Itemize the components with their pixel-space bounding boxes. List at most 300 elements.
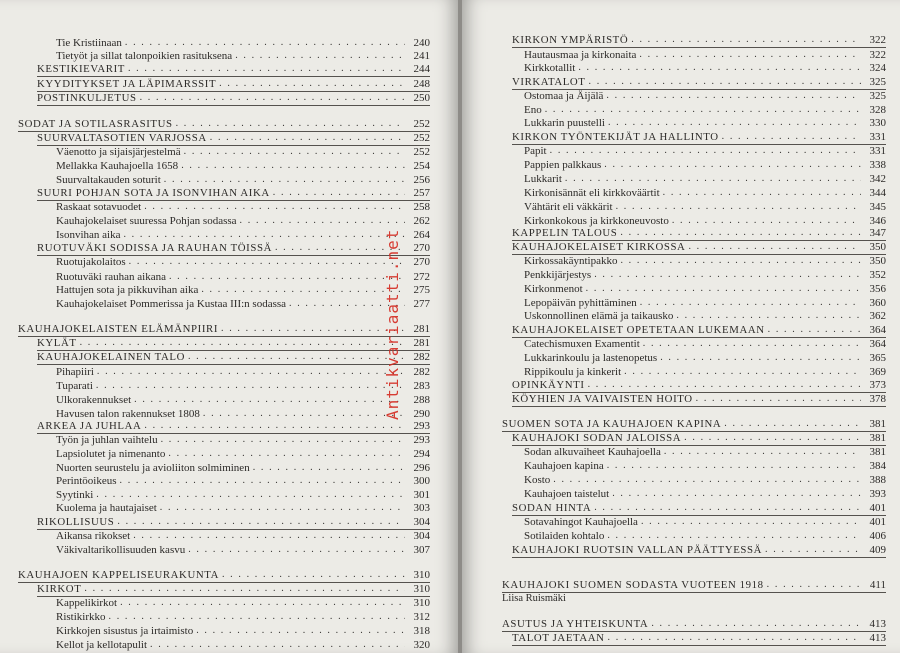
toc-entry-title: Penkkijärjestys <box>524 269 592 281</box>
dot-leader <box>624 365 861 379</box>
toc-entry <box>37 515 430 530</box>
toc-entry <box>56 447 430 461</box>
toc-entry <box>524 309 886 323</box>
dot-leader <box>545 103 861 117</box>
toc-entry-title: Tietyöt ja sillat talonpoikien rasituksena <box>56 50 233 62</box>
toc-entry <box>502 617 886 632</box>
toc-entry <box>56 488 430 502</box>
toc-entry <box>56 624 430 638</box>
toc-entry-title: Väenotto ja sijaisjärjestelmä <box>56 146 181 158</box>
toc-entry-page-number: 369 <box>869 366 886 378</box>
toc-entry-page-number: 331 <box>869 145 886 157</box>
toc-entry <box>512 543 886 558</box>
toc-entry-title: Perintöoikeus <box>56 475 117 487</box>
toc-entry-title: ARKEA JA JUHLAA <box>37 420 142 432</box>
toc-entry-title: OPINKÄYNTI <box>512 379 585 391</box>
toc-entry-title: Kirkonmenot <box>524 283 583 295</box>
dot-leader <box>604 158 861 172</box>
toc-entry-title: SODAT JA SOTILASRASITUS <box>18 118 173 130</box>
toc-entry <box>524 282 886 296</box>
dot-leader <box>240 214 405 228</box>
toc-entry-page-number: 248 <box>413 78 430 90</box>
toc-entry <box>524 337 886 351</box>
toc-entry <box>56 529 430 543</box>
toc-entry-page-number: 352 <box>869 269 886 281</box>
toc-entry-title: RUOTUVÄKI SODISSA JA RAUHAN TÖISSÄ <box>37 242 272 254</box>
toc-entry-page-number: 381 <box>869 446 886 458</box>
toc-entry-page-number: 275 <box>413 284 430 296</box>
dot-leader <box>196 624 405 638</box>
toc-entry-page-number: 290 <box>413 408 430 420</box>
toc-entry <box>512 75 886 90</box>
toc-entry <box>524 103 886 117</box>
toc-entry-page-number: 364 <box>869 324 886 336</box>
toc-entry-page-number: 282 <box>413 366 430 378</box>
toc-entry <box>512 431 886 446</box>
dot-leader <box>125 36 405 50</box>
toc-entry-page-number: 244 <box>413 63 430 75</box>
toc-entry <box>524 515 886 529</box>
toc-entry <box>512 378 886 393</box>
dot-leader <box>589 75 861 89</box>
toc-entry-title: SUURVALTASOTIEN VARJOSSA <box>37 132 207 144</box>
toc-entry <box>524 89 886 103</box>
toc-entry-page-number: 257 <box>413 187 430 199</box>
toc-entry-title: VIRKATALOT <box>512 76 586 88</box>
toc-entry-page-number: 381 <box>869 432 886 444</box>
dot-leader <box>768 323 861 337</box>
toc-entry <box>56 501 430 515</box>
toc-entry <box>524 61 886 75</box>
dot-leader <box>594 501 861 515</box>
dot-leader <box>109 610 405 624</box>
toc-entry-title: Papit <box>524 145 547 157</box>
toc-entry-page-number: 303 <box>413 502 430 514</box>
toc-entry-page-number: 312 <box>413 611 430 623</box>
toc-entry <box>524 186 886 200</box>
toc-entry-title: Catechismuxen Examentit <box>524 338 640 350</box>
toc-entry <box>512 130 886 145</box>
toc-entry-page-number: 331 <box>869 131 886 143</box>
toc-entry-page-number: 373 <box>869 379 886 391</box>
dot-leader <box>640 296 861 310</box>
toc-entry-page-number: 282 <box>413 351 430 363</box>
toc-entry-title: Hattujen sota ja pikkuvihan aika <box>56 284 199 296</box>
dot-leader <box>123 228 405 242</box>
toc-entry-page-number: 252 <box>413 146 430 158</box>
toc-entry <box>56 255 430 269</box>
dot-leader <box>133 529 405 543</box>
dot-leader <box>643 337 861 351</box>
toc-entry-title: Pappien palkkaus <box>524 159 602 171</box>
toc-entry-title: Havusen talon rakennukset 1808 <box>56 408 200 420</box>
toc-entry-page-number: 401 <box>869 502 886 514</box>
dot-leader <box>84 582 405 596</box>
toc-entry-page-number: 256 <box>413 174 430 186</box>
toc-entry <box>37 336 430 351</box>
toc-entry-title: Sotavahingot Kauhajoella <box>524 516 638 528</box>
toc-entry-page-number: 342 <box>869 173 886 185</box>
dot-leader <box>664 445 861 459</box>
toc-entry <box>37 91 430 106</box>
section-author: Liisa Ruismäki <box>502 593 566 604</box>
dot-leader <box>767 578 861 592</box>
toc-entry-title: Kuolema ja hautajaiset <box>56 502 157 514</box>
toc-entry <box>56 228 430 242</box>
toc-entry-page-number: 322 <box>869 34 886 46</box>
toc-entry <box>524 144 886 158</box>
toc-entry-page-number: 320 <box>413 639 430 651</box>
dot-leader <box>676 309 861 323</box>
toc-entry-title: Vähtärit eli väkkärit <box>524 201 613 213</box>
toc-entry-page-number: 393 <box>869 488 886 500</box>
toc-entry-title: Sodan alkuvaiheet Kauhajoella <box>524 446 661 458</box>
toc-entry-title: ASUTUS JA YHTEISKUNTA <box>502 618 649 630</box>
toc-entry-page-number: 304 <box>413 516 430 528</box>
toc-entry-page-number: 350 <box>869 255 886 267</box>
dot-leader <box>144 200 405 214</box>
toc-entry-page-number: 325 <box>869 90 886 102</box>
toc-entry-title: KÖYHIEN JA VAIVAISTEN HOITO <box>512 393 693 405</box>
toc-entry-title: Tie Kristiinaan <box>56 37 122 49</box>
dot-leader <box>696 392 861 406</box>
toc-entry-page-number: 262 <box>413 215 430 227</box>
toc-entry-page-number: 406 <box>869 530 886 542</box>
dot-leader <box>765 543 861 557</box>
toc-entry <box>502 578 886 593</box>
dot-leader <box>96 379 405 393</box>
toc-entry-page-number: 293 <box>413 434 430 446</box>
toc-entry-page-number: 381 <box>869 418 886 430</box>
toc-entry-page-number: 241 <box>413 50 430 62</box>
toc-entry-title: Väkivaltarikollisuuden kasvu <box>56 544 186 556</box>
dot-leader <box>253 461 405 475</box>
toc-entry <box>37 62 430 77</box>
toc-entry-page-number: 318 <box>413 625 430 637</box>
toc-entry-title: Ulkorakennukset <box>56 394 132 406</box>
toc-entry-page-number: 338 <box>869 159 886 171</box>
toc-entry-page-number: 294 <box>413 448 430 460</box>
toc-entry <box>56 159 430 173</box>
dot-leader <box>578 61 861 75</box>
dot-leader <box>620 254 861 268</box>
toc-entry-page-number: 272 <box>413 271 430 283</box>
toc-entry-page-number: 281 <box>413 337 430 349</box>
toc-entry-page-number: 325 <box>869 76 886 88</box>
toc-entry-page-number: 409 <box>869 544 886 556</box>
toc-entry <box>524 268 886 282</box>
toc-entry-title: Kappelikirkot <box>56 597 118 609</box>
toc-entry <box>37 582 430 597</box>
toc-entry-title: KAUHAJOKI RUOTSIN VALLAN PÄÄTTYESSÄ <box>512 544 763 556</box>
dot-leader <box>639 48 861 62</box>
dot-leader <box>616 200 861 214</box>
dot-leader <box>612 487 861 501</box>
toc-entry-page-number: 264 <box>413 229 430 241</box>
toc-entry-page-number: 270 <box>413 242 430 254</box>
toc-entry-title: Kirkonkokous ja kirkkoneuvosto <box>524 215 669 227</box>
toc-entry-title: KIRKOT <box>37 583 82 595</box>
toc-entry-page-number: 307 <box>413 544 430 556</box>
dot-leader <box>188 543 405 557</box>
toc-entry <box>524 473 886 487</box>
toc-entry-page-number: 365 <box>869 352 886 364</box>
toc-entry-page-number: 254 <box>413 160 430 172</box>
dot-leader <box>722 130 861 144</box>
toc-entry-page-number: 384 <box>869 460 886 472</box>
toc-entry-page-number: 378 <box>869 393 886 405</box>
toc-entry <box>56 270 430 284</box>
toc-entry <box>56 145 430 159</box>
dot-leader <box>631 33 861 47</box>
toc-entry-page-number: 252 <box>413 118 430 130</box>
toc-entry <box>37 419 430 434</box>
toc-entry <box>524 48 886 62</box>
toc-entry-title: SUOMEN SOTA JA KAUHAJOEN KAPINA <box>502 418 722 430</box>
dot-leader <box>663 186 861 200</box>
toc-entry-page-number: 345 <box>869 201 886 213</box>
toc-entry-page-number: 413 <box>869 632 886 644</box>
toc-entry <box>56 297 430 311</box>
toc-entry-page-number: 300 <box>413 475 430 487</box>
toc-entry-page-number: 356 <box>869 283 886 295</box>
toc-entry-page-number: 344 <box>869 187 886 199</box>
toc-entry-title: TALOT JAETAAN <box>512 632 605 644</box>
dot-leader <box>221 322 405 336</box>
toc-entry <box>56 173 430 187</box>
toc-entry-page-number: 293 <box>413 420 430 432</box>
toc-entry-title: KAUHAJOKI SODAN JALOISSA <box>512 432 682 444</box>
toc-entry-title: Mellakka Kauhajoella 1658 <box>56 160 179 172</box>
toc-entry <box>56 379 430 393</box>
toc-entry <box>56 214 430 228</box>
toc-entry-title: Kauhajokelaiset Pommerissa ja Kustaa III:n sodassa <box>56 298 287 310</box>
toc-entry <box>56 393 430 407</box>
toc-entry <box>37 186 430 201</box>
dot-leader <box>588 378 861 392</box>
dot-leader <box>651 617 861 631</box>
toc-entry <box>37 77 430 92</box>
dot-leader <box>608 631 861 645</box>
toc-entry-title: Kirkkotallit <box>524 62 576 74</box>
toc-entry-page-number: 364 <box>869 338 886 350</box>
toc-entry-title: Lukkarinkoulu ja lastenopetus <box>524 352 658 364</box>
toc-entry-page-number: 252 <box>413 132 430 144</box>
toc-entry <box>524 487 886 501</box>
dot-leader <box>168 447 405 461</box>
toc-entry-title: SUURI POHJAN SOTA JA ISONVIHAN AIKA <box>37 187 270 199</box>
toc-entry-page-number: 347 <box>869 227 886 239</box>
toc-entry-title: KIRKON YMPÄRISTÖ <box>512 34 629 46</box>
toc-entry-page-number: 413 <box>869 618 886 630</box>
toc-entry-page-number: 258 <box>413 201 430 213</box>
toc-entry-title: KAUHAJOKELAISTEN ELÄMÄNPIIRI <box>18 323 219 335</box>
toc-entry-title: KYYDITYKSET JA LÄPIMARSSIT <box>37 78 217 90</box>
toc-entry-title: Aikansa rikokset <box>56 530 131 542</box>
dot-leader <box>550 144 861 158</box>
toc-entry <box>56 36 430 50</box>
toc-entry-title: KAUHAJOKELAINEN TALO <box>37 351 185 363</box>
toc-entry <box>512 33 886 48</box>
toc-entry <box>37 131 430 146</box>
toc-entry <box>37 241 430 256</box>
toc-entry-page-number: 288 <box>413 394 430 406</box>
toc-entry-title: Pihapiiri <box>56 366 94 378</box>
dot-leader <box>164 173 405 187</box>
toc-entry <box>56 283 430 297</box>
toc-entry-page-number: 401 <box>869 516 886 528</box>
toc-entry <box>512 323 886 338</box>
toc-entry-title: Tuparati <box>56 380 93 392</box>
dot-leader <box>160 501 405 515</box>
dot-leader <box>140 91 405 105</box>
toc-entry-title: SODAN HINTA <box>512 502 592 514</box>
dot-leader <box>150 638 405 652</box>
dot-leader <box>660 351 861 365</box>
toc-entry <box>524 296 886 310</box>
watermark: Antikvariaatti.net <box>383 228 402 420</box>
dot-leader <box>586 282 861 296</box>
toc-entry-title: Kauhajokelaiset suuressa Pohjan sodassa <box>56 215 237 227</box>
dot-leader <box>129 255 405 269</box>
toc-entry-page-number: 301 <box>413 489 430 501</box>
dot-leader <box>210 131 405 145</box>
toc-entry <box>18 117 430 132</box>
toc-entry <box>512 226 886 241</box>
toc-entry-page-number: 296 <box>413 462 430 474</box>
right-page <box>462 0 900 653</box>
toc-entry-page-number: 328 <box>869 104 886 116</box>
toc-entry-page-number: 310 <box>413 583 430 595</box>
toc-entry-title: Hautausmaa ja kirkonaita <box>524 49 637 61</box>
toc-entry-page-number: 250 <box>413 92 430 104</box>
dot-leader <box>222 568 405 582</box>
toc-entry-page-number: 330 <box>869 117 886 129</box>
toc-entry-title: Lukkarit <box>524 173 562 185</box>
toc-entry-title: Kirkkojen sisustus ja irtaimisto <box>56 625 194 637</box>
toc-entry-page-number: 277 <box>413 298 430 310</box>
toc-entry <box>56 596 430 610</box>
toc-entry-title: Uskonnollinen elämä ja taikausko <box>524 310 674 322</box>
toc-entry-title: Ristikirkko <box>56 611 106 623</box>
toc-entry <box>524 200 886 214</box>
toc-entry <box>524 351 886 365</box>
toc-entry-title: Ostomaa ja Äijälä <box>524 90 604 102</box>
toc-entry <box>56 474 430 488</box>
toc-entry-page-number: 310 <box>413 569 430 581</box>
toc-entry-title: Lukkarin puustelli <box>524 117 605 129</box>
dot-leader <box>219 77 405 91</box>
dot-leader <box>120 474 406 488</box>
toc-entry <box>56 543 430 557</box>
toc-entry <box>502 417 886 432</box>
dot-leader <box>594 268 861 282</box>
toc-entry <box>524 445 886 459</box>
toc-entry <box>56 638 430 652</box>
dot-leader <box>607 529 861 543</box>
toc-entry-title: KAUHAJOKELAISET KIRKOSSA <box>512 241 686 253</box>
toc-entry <box>56 461 430 475</box>
dot-leader <box>553 473 861 487</box>
dot-leader <box>201 283 405 297</box>
toc-entry <box>56 49 430 63</box>
toc-entry-title: KIRKON TYÖNTEKIJÄT JA HALLINTO <box>512 131 719 143</box>
dot-leader <box>117 515 405 529</box>
toc-entry-title: Eno <box>524 104 542 116</box>
toc-entry-title: Nuorten seurustelu ja avioliiton solmiminen <box>56 462 250 474</box>
toc-entry-page-number: 322 <box>869 49 886 61</box>
toc-entry-page-number: 350 <box>869 241 886 253</box>
toc-entry <box>524 365 886 379</box>
toc-entry <box>37 350 430 365</box>
toc-entry-page-number: 283 <box>413 380 430 392</box>
dot-leader <box>608 116 861 130</box>
dot-leader <box>188 350 405 364</box>
dot-leader <box>565 172 861 186</box>
toc-entry-title: KYLÄT <box>37 337 77 349</box>
toc-entry <box>512 240 886 255</box>
dot-leader <box>684 431 861 445</box>
dot-leader <box>144 419 405 433</box>
toc-entry-page-number: 270 <box>413 256 430 268</box>
toc-entry-title: KAUHAJOKELAISET OPETETAAN LUKEMAAN <box>512 324 765 336</box>
toc-entry-title: Raskaat sotavuodet <box>56 201 142 213</box>
toc-entry-page-number: 240 <box>413 37 430 49</box>
dot-leader <box>169 270 405 284</box>
toc-entry <box>56 200 430 214</box>
dot-leader <box>724 417 861 431</box>
dot-leader <box>97 365 405 379</box>
toc-entry-page-number: 362 <box>869 310 886 322</box>
toc-entry-title: Kauhajoen taistelut <box>524 488 610 500</box>
toc-entry-page-number: 310 <box>413 597 430 609</box>
dot-leader <box>161 433 405 447</box>
dot-leader <box>606 89 861 103</box>
toc-entry <box>524 254 886 268</box>
toc-entry <box>18 568 430 583</box>
toc-entry-title: Suurvaltakauden soturit <box>56 174 161 186</box>
toc-entry-page-number: 324 <box>869 62 886 74</box>
toc-entry <box>524 172 886 186</box>
toc-entry-title: Kellot ja kellotapulit <box>56 639 148 651</box>
toc-entry <box>18 322 430 337</box>
toc-entry-title: Syytinki <box>56 489 94 501</box>
toc-entry-title: KAUHAJOEN KAPPELISEURAKUNTA <box>18 569 219 581</box>
toc-entry-page-number: 388 <box>869 474 886 486</box>
toc-entry-title: Kosto <box>524 474 551 486</box>
dot-leader <box>620 226 861 240</box>
toc-entry-page-number: 346 <box>869 215 886 227</box>
toc-entry-title: Lapsiolutet ja nimenanto <box>56 448 166 460</box>
toc-entry-page-number: 360 <box>869 297 886 309</box>
dot-leader <box>184 145 405 159</box>
toc-entry-title: Kirkonisännät eli kirkkoväärtit <box>524 187 660 199</box>
toc-entry <box>512 631 886 646</box>
toc-entry-title: RIKOLLISUUS <box>37 516 115 528</box>
toc-entry-page-number: 304 <box>413 530 430 542</box>
toc-entry <box>512 392 886 407</box>
toc-entry-title: Ruotujakolaitos <box>56 256 126 268</box>
toc-entry <box>56 365 430 379</box>
toc-entry <box>524 158 886 172</box>
dot-leader <box>134 393 405 407</box>
toc-entry-title: Ruotuväki rauhan aikana <box>56 271 166 283</box>
toc-entry-title: KESTIKIEVARIT <box>37 63 125 75</box>
dot-leader <box>607 459 861 473</box>
toc-entry-page-number: 411 <box>869 579 886 591</box>
toc-entry-title: KAPPELIN TALOUS <box>512 227 618 239</box>
toc-entry-title: Isonvihan aika <box>56 229 121 241</box>
